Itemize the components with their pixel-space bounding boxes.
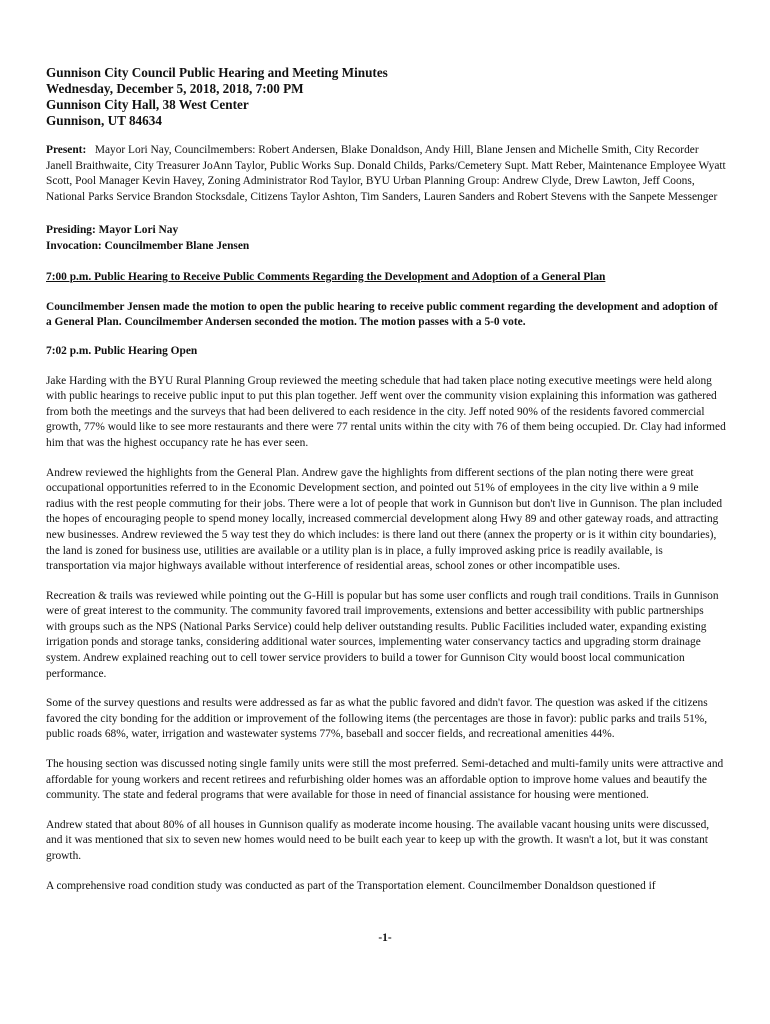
paragraph-community-vision: Jake Harding with the BYU Rural Planning Group reviewed the meeting schedule that had taken place noting executive meetings were held along with public hearings to receive public input to put this plan together. Jeff went over the community vision explaining this information was gathered from both the meetings and the surveys that had been delivered to each residence in the city. Jeff noted 90% of the residents favored commercial growth, 77% would like to see more restaurants and there were 77 rental units within the city with 76 of them being occupied. Dr. Clay had informed him that was the highest occupancy rate he has ever seen. [46,374,726,449]
paragraph-recreation-trails: Recreation & trails was reviewed while pointing out the G-Hill is popular but has some user conflicts and rough trail conditions. Trails in Gunnison were of great interest to the community. The community favored trail improvements, extensions and better accessibility with public partnerships with groups such as the NPS (National Parks Service) could help deliver outstanding results. Public Facilities included water, expanding existing irrigation ponds and storage tanks, considering additional water sources, implementing water conservancy tactics and upgrading storm drainage system. Andrew explained reaching out to cell tower service providers to build a tower for Gunnison City would boost local communication performance. [46,589,719,680]
meeting-date: Wednesday, December 5, 2018, 2018, 7:00 PM [46,81,304,96]
hearing-open-line: 7:02 p.m. Public Hearing Open [46,344,198,357]
paragraph-survey-results: Some of the survey questions and results were addressed as far as what the public favored and didn't favor. The question was asked if the citizens favored the city bonding for the addition or improvement of the following items (the percentages are those in favor): public parks and trails 51%, public roads 68%, water, irrigation and wastewater systems 77%, baseball and soccer fields, and recreational amenities 44%. [46,697,708,741]
motion-paragraph: Councilmember Jensen made the motion to open the public hearing to receive public comment regarding the development and adoption of a General Plan. Councilmember Andersen seconded the motion. The motion passes with a 5-0 vote. [46,300,718,329]
presiding-block [46,223,726,254]
document-title: Gunnison City Council Public Hearing and Meeting Minutes [46,65,388,80]
attendees-paragraph [46,143,726,205]
meeting-city: Gunnison, UT 84634 [46,113,162,128]
paragraph-moderate-income-housing: Andrew stated that about 80% of all houses in Gunnison qualify as moderate income housing. The available vacant housing units were discussed, and it was mentioned that six to seven new homes would need to be built each year to keep up with the growth. It wasn't a lot, but it was constant growth. [46,818,710,862]
meeting-location: Gunnison City Hall, 38 West Center [46,97,249,112]
paragraph-road-condition-study: A comprehensive road condition study was conducted as part of the Transportation element. Councilmember Donaldson questioned if [46,879,656,892]
presiding-line: Presiding: Mayor Lori Nay [46,224,179,237]
paragraph-housing: The housing section was discussed noting single family units were still the most preferred. Semi-detached and multi-family units were attractive and affordable for young workers and recent retirees and refurbishing older homes was an affordable option to improve home values and beautify the community. The state and federal programs that were available for those in need of financial assistance for housing were mentioned. [46,758,724,802]
page-number: -1- [378,932,392,944]
paragraph-general-plan-highlights: Andrew reviewed the highlights from the General Plan. Andrew gave the highlights from different sections of the plan noting there were great occupational opportunities referred to in the Economic Development section, and pointed out 51% of employees in the city live within a 9 mile radius with the rest people commuting for their jobs. There were a lot of people that work in Gunnison but don't live in Gunnison. The plan included the hopes of encouraging people to spend money locally, increased commercial development along Hwy 89 and other gateway roads, and attracting new businesses. Andrew reviewed the 5 way test they do which includes: is there land out there (annex the property or is it within city boundaries), the land is zoned for business use, utilities are available or a utility plan is in place, a fully improved asking price is readily available, is transportation via major highways available without interference of residential areas, school zones or other incompatible uses. [46,466,723,573]
invocation-line: Invocation: Councilmember Blane Jensen [46,239,250,252]
present-label: Present: [46,144,87,156]
minutes-page [46,65,726,908]
public-hearing-heading: 7:00 p.m. Public Hearing to Receive Public Comments Regarding the Development and Adoption of a General Plan [46,271,606,284]
attendees-list: Mayor Lori Nay, Councilmembers: Robert Andersen, Blake Donaldson, Andy Hill, Blane Jensen and Michelle Smith, City Recorder Janell Braithwaite, City Treasurer JoAnn Taylor, Public Works Sup. Donald Childs, Parks/Cemetery Supt. Matt Reber, Maintenance Employee Wyatt Scott, Pool Manager Kevin Havey, Zoning Administrator Rod Taylor, BYU Urban Planning Group: Andrew Clyde, Drew Lawton, Jeff Coons, National Parks Service Brandon Stocksdale, Citizens Taylor Ashton, Tim Sanders, Lauren Sanders and Robert Stevens with the Sanpete Messenger [46,144,726,203]
document-header [46,65,726,129]
